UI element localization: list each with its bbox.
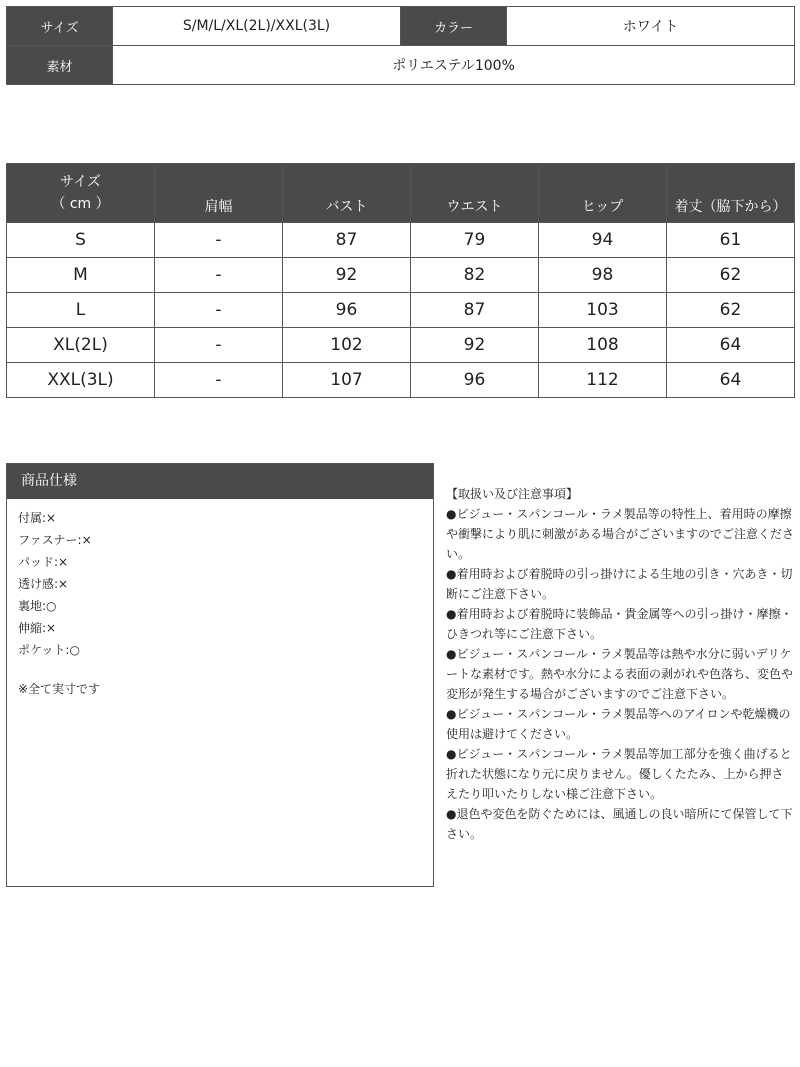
hip-cell: 94 [539, 223, 667, 258]
caution-list [446, 504, 794, 844]
caution-item: ●ビジュー・スパンコール・ラメ製品等は熱や水分に弱いデリケートな素材です。熱や水分による表面の剥がれや色落ち、変色や変形が発生する場合がございますのでご注意下さい。 [446, 647, 794, 701]
size-value: S/M/L/XL(2L)/XXL(3L) [113, 7, 401, 46]
spec-title: 商品仕様 [7, 464, 433, 499]
hip-header: ヒップ [539, 164, 667, 223]
size-cell: L [7, 293, 155, 328]
size-cell: M [7, 258, 155, 293]
size-cell: S [7, 223, 155, 258]
measurement-note: ※全て実寸です [18, 682, 101, 696]
size-chart-table [6, 163, 795, 398]
shoulder-cell: - [155, 258, 283, 293]
spec-item-sheerness: 透け感:× [18, 577, 69, 591]
length-cell: 62 [667, 293, 795, 328]
bust-header: バスト [283, 164, 411, 223]
waist-cell: 96 [411, 363, 539, 398]
waist-cell: 92 [411, 328, 539, 363]
size-row-s [7, 223, 795, 258]
caution-item: ●ビジュー・スパンコール・ラメ製品等へのアイロンや乾燥機の使用は避けてください。 [446, 707, 791, 741]
hip-cell: 98 [539, 258, 667, 293]
care-caution-section [446, 484, 794, 844]
size-row-xl [7, 328, 795, 363]
size-cell: XXL(3L) [7, 363, 155, 398]
size-chart-header-row [7, 164, 795, 223]
caution-item: ●ビジュー・スパンコール・ラメ製品等加工部分を強く曲げると折れた状態になり元に戻りません。優しくたたみ、上から押さえたり叩いたりしない様ご注意下さい。 [446, 747, 792, 801]
spec-item-accessory: 付属:× [18, 511, 57, 525]
caution-title: 【取扱い及び注意事項】 [446, 487, 579, 501]
waist-header: ウエスト [411, 164, 539, 223]
size-label: サイズ [7, 7, 113, 46]
spec-item-pocket: ポケット:○ [18, 643, 80, 657]
waist-cell: 82 [411, 258, 539, 293]
shoulder-cell: - [155, 223, 283, 258]
size-row-m [7, 258, 795, 293]
shoulder-cell: - [155, 363, 283, 398]
bust-cell: 102 [283, 328, 411, 363]
hip-cell: 103 [539, 293, 667, 328]
shoulder-cell: - [155, 293, 283, 328]
length-cell: 64 [667, 328, 795, 363]
caution-item: ●ビジュー・スパンコール・ラメ製品等の特性上、着用時の摩擦や衝撃により肌に刺激がある場合がございますのでご注意ください。 [446, 507, 795, 561]
product-info-table [6, 6, 795, 85]
waist-cell: 79 [411, 223, 539, 258]
product-spec-box [6, 463, 434, 887]
shoulder-cell: - [155, 328, 283, 363]
spec-list [7, 499, 433, 661]
shoulder-header: 肩幅 [155, 164, 283, 223]
length-cell: 62 [667, 258, 795, 293]
caution-item: ●退色や変色を防ぐためには、風通しの良い暗所にて保管して下さい。 [446, 807, 793, 841]
size-cell: XL(2L) [7, 328, 155, 363]
info-row-material [7, 46, 795, 85]
caution-item: ●着用時および着脱時の引っ掛けによる生地の引き・穴あき・切断にご注意下さい。 [446, 567, 793, 601]
length-cell: 64 [667, 363, 795, 398]
bust-cell: 107 [283, 363, 411, 398]
hip-cell: 112 [539, 363, 667, 398]
material-value: ポリエステル100% [113, 46, 795, 85]
color-value: ホワイト [507, 7, 795, 46]
hip-cell: 108 [539, 328, 667, 363]
spec-item-pad: パッド:× [18, 555, 69, 569]
material-label: 素材 [7, 46, 113, 85]
bust-cell: 96 [283, 293, 411, 328]
size-header-unit: （ cm ） [51, 196, 110, 212]
length-header: 着丈（脇下から） [667, 164, 795, 223]
spec-item-stretch: 伸縮:× [18, 621, 57, 635]
bust-cell: 87 [283, 223, 411, 258]
color-label: カラー [401, 7, 507, 46]
size-column-header [7, 164, 155, 223]
size-row-l [7, 293, 795, 328]
size-header-line1: サイズ [60, 174, 101, 190]
spec-item-lining: 裏地:○ [18, 599, 57, 613]
length-cell: 61 [667, 223, 795, 258]
info-row-size-color [7, 7, 795, 46]
size-row-xxl [7, 363, 795, 398]
waist-cell: 87 [411, 293, 539, 328]
caution-item: ●着用時および着脱時に装飾品・貴金属等への引っ掛け・摩擦・ひきつれ等にご注意下さい。 [446, 607, 793, 641]
spec-item-zipper: ファスナー:× [18, 533, 92, 547]
bust-cell: 92 [283, 258, 411, 293]
